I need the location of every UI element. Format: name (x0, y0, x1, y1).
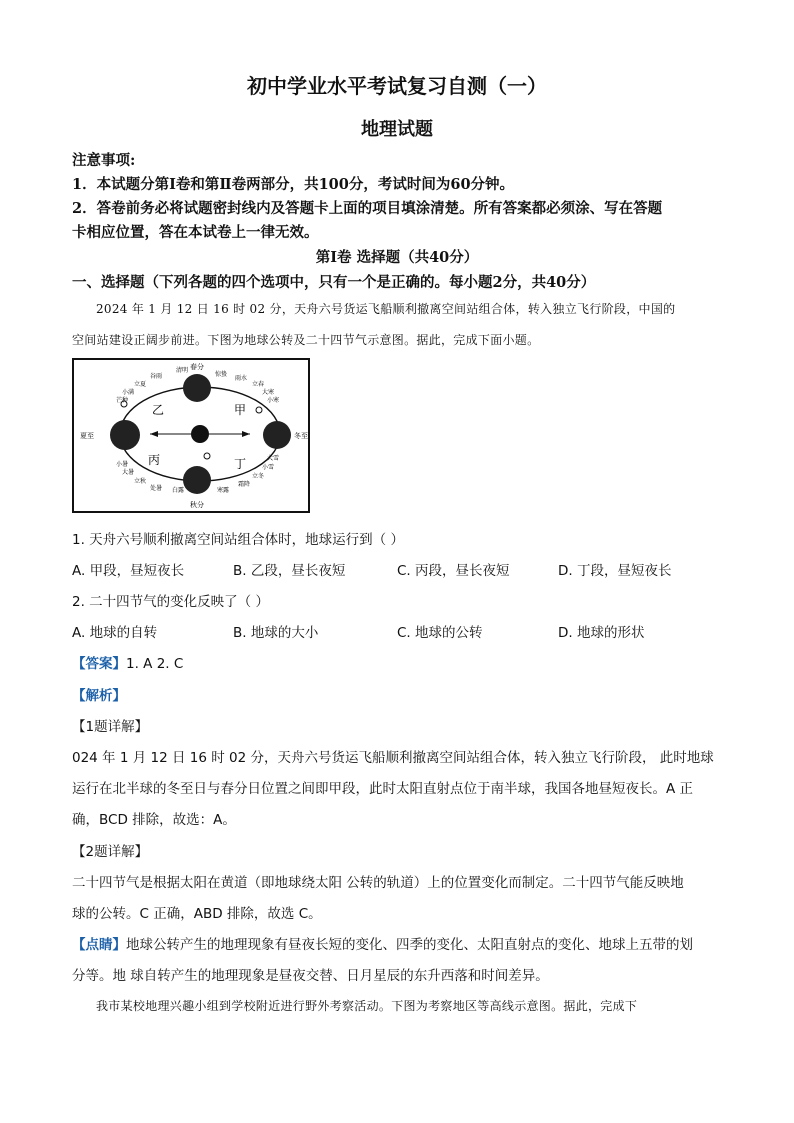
section-1-instruction: 一、选择题（下列各题的四个选项中，只有一个是正确的。每小题2分，共40分） (72, 274, 596, 291)
notice-heading: 注意事项: (72, 152, 136, 169)
q1-option-d[interactable]: D. 丁段，昼短夜长 (558, 563, 672, 579)
earth-autumn-icon (183, 466, 211, 494)
term-daxue: 大雪 (267, 455, 280, 462)
passage-1-line-1: 2024 年 1 月 12 日 16 时 02 分，天舟六号货运飞船顺利撤离空间站组合体，转入独立飞行阶段，中国的 (96, 302, 676, 316)
q2-option-a[interactable]: A. 地球的自转 (72, 625, 158, 641)
term-shuangjiang: 霜降 (238, 481, 251, 488)
term-lixia: 立夏 (134, 381, 147, 388)
answer-label: 【答案】 (72, 656, 126, 672)
subject-title: 地理试题 (361, 119, 433, 140)
detail-1-line-3: 确，BCD 排除，故选：A。 (72, 812, 236, 828)
term-hanlu: 寒露 (217, 487, 230, 494)
term-winter-solstice: 冬至 (294, 432, 308, 440)
q1-stem: 1. 天舟六号顺利撤离空间站组合体时，地球运行到（ ） (72, 532, 404, 548)
term-lichun: 立春 (252, 381, 265, 388)
term-dashu: 大暑 (122, 469, 135, 476)
passage-1-line-2: 空间站建设正阔步前进。下图为地球公转及二十四节气示意图。据此，完成下面小题。 (72, 333, 540, 347)
section-1-title: 第Ⅰ卷 选择题（共40分） (315, 249, 479, 266)
earth-winter-icon (263, 421, 291, 449)
term-yushui: 雨水 (235, 375, 248, 382)
term-liqiu: 立秋 (134, 478, 147, 485)
notice-item-2-line-1: 2．答卷前务必将试题密封线内及答题卡上面的项目填涂清楚。所有答案都必须涂、写在答题 (72, 200, 663, 217)
earth-revolution-diagram (72, 358, 310, 513)
term-dahan: 大寒 (262, 389, 275, 396)
exam-title: 初中学业水平考试复习自测（一） (247, 74, 547, 98)
tip-label: 【点睛】 (72, 937, 126, 953)
detail-2-label: 【2题详解】 (72, 844, 149, 860)
segment-bing: 丙 (148, 453, 161, 467)
sun-icon (191, 425, 209, 443)
tip-line-2: 分等。地 球自转产生的地理现象是昼夜交替、日月星辰的东升西落和时间差异。 (72, 968, 549, 984)
term-xiaoshu: 小暑 (116, 461, 129, 468)
detail-1-label: 【1题详解】 (72, 719, 149, 735)
detail-2-line-2: 球的公转。C 正确，ABD 排除，故选 C。 (72, 906, 322, 922)
notice-item-1: 1．本试题分第Ⅰ卷和第Ⅱ卷两部分，共100分，考试时间为60分钟。 (72, 176, 515, 193)
detail-1-line-1: 024 年 1 月 12 日 16 时 02 分，天舟六号货运飞船顺利撤离空间站组合体，转入独立飞行阶段， 此时地球 (72, 750, 714, 766)
q1-option-c[interactable]: C. 丙段，昼长夜短 (397, 563, 510, 579)
term-guyu: 谷雨 (150, 373, 163, 380)
tip-line-1 (72, 933, 693, 953)
answer-block (72, 652, 183, 672)
term-qingming: 清明 (176, 367, 189, 374)
term-xiaoman: 小满 (122, 389, 135, 396)
q1-option-b[interactable]: B. 乙段，昼长夜短 (233, 563, 346, 579)
segment-yi: 乙 (152, 403, 165, 417)
detail-2-line-1: 二十四节气是根据太阳在黄道（即地球绕太阳 公转的轨道）上的位置变化而制定。二十四节气能反映地 (72, 875, 684, 891)
q2-option-d[interactable]: D. 地球的形状 (558, 625, 645, 641)
q2-stem: 2. 二十四节气的变化反映了（ ） (72, 594, 269, 610)
term-autumn-equinox: 秋分 (190, 501, 204, 509)
term-chushu: 处暑 (150, 485, 163, 492)
q2-option-b[interactable]: B. 地球的大小 (233, 625, 319, 641)
tip-text-1: 地球公转产生的地理现象有昼夜长短的变化、四季的变化、太阳直射点的变化、地球上五带的划 (126, 937, 693, 953)
term-xiaohan: 小寒 (267, 397, 280, 404)
segment-jia: 甲 (234, 403, 247, 417)
term-xiaoxue: 小雪 (262, 464, 275, 471)
notice-item-2-line-2: 卡相应位置，答在本试卷上一律无效。 (72, 224, 319, 241)
q1-option-a[interactable]: A. 甲段，昼短夜长 (72, 563, 185, 579)
analysis-label: 【解析】 (72, 688, 126, 704)
term-mangzhong: 芒种 (116, 397, 129, 404)
detail-1-line-2: 运行在北半球的冬至日与春分日位置之间即甲段，此时太阳直射点位于南半球，我国各地昼短夜长。A 正 (72, 781, 694, 797)
passage-2-line-1: 我市某校地理兴趣小组到学校附近进行野外考察活动。下图为考察地区等高线示意图。据此，完成下 (96, 999, 638, 1013)
term-lidong: 立冬 (252, 473, 265, 480)
term-summer-solstice: 夏至 (80, 432, 94, 440)
q2-option-c[interactable]: C. 地球的公转 (397, 625, 483, 641)
answer-text: 1. A 2. C (126, 656, 184, 672)
segment-ding: 丁 (234, 457, 247, 471)
term-spring-equinox: 春分 (190, 363, 204, 371)
earth-spring-icon (183, 374, 211, 402)
term-jingzhe: 惊蛰 (215, 371, 228, 378)
earth-summer-icon (110, 420, 140, 450)
term-bailu: 白露 (172, 487, 185, 494)
